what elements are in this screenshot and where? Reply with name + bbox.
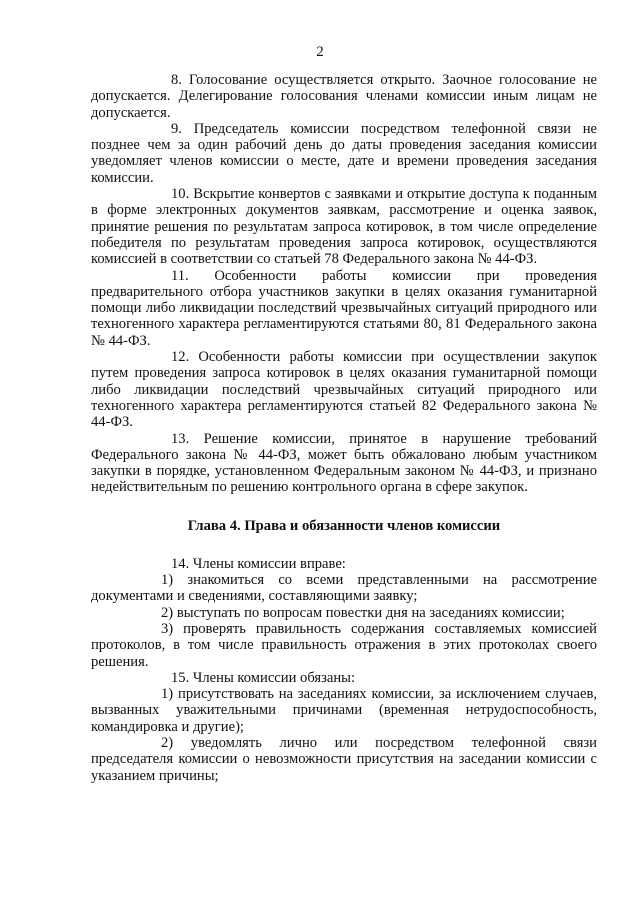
- clause-11: [91, 268, 597, 349]
- clause-15: [91, 670, 597, 686]
- clause-number: 11.: [171, 267, 189, 284]
- item-number: 1): [161, 686, 174, 703]
- duties-item-1: [91, 686, 597, 735]
- item-number: 2): [161, 734, 174, 751]
- clause-8: [91, 72, 597, 121]
- item-number: 1): [161, 572, 174, 589]
- clause-text: Члены комиссии обязаны:: [192, 669, 356, 686]
- item-text: знакомиться со всеми представленными на рассмотрение документами и сведениями, составляющими заявку;: [91, 572, 597, 605]
- item-text: уведомлять лично или посредством телефонной связи председателя комиссии о невозможности присутствия на заседании комиссии с указанием причины;: [91, 734, 597, 784]
- clause-12: [91, 349, 597, 430]
- rights-item-2: [91, 605, 597, 621]
- clause-number: 13.: [171, 430, 190, 447]
- page-number: 2: [316, 44, 324, 60]
- clause-number: 14.: [171, 555, 190, 572]
- item-number: 2): [161, 604, 174, 621]
- clause-10: [91, 186, 597, 267]
- rights-item-3: [91, 621, 597, 670]
- clause-text: Особенности работы комиссии при осуществлении закупок путем проведения запроса котировок в целях оказания гуманитарной помощи либо ликвидации последствий чрезвычайных ситуаций природного или техногенного характера регламентируются статьей 82 Федерального закона № 44-ФЗ.: [91, 349, 597, 431]
- clause-number: 12.: [171, 349, 190, 366]
- clause-number: 10.: [171, 186, 190, 203]
- clause-number: 8.: [171, 72, 182, 88]
- clause-text: Председатель комиссии посредством телефонной связи не позднее чем за один рабочий день до даты проведения заседания комиссии уведомляет членов комиссии о месте, дате и времени проведения заседания комиссии.: [91, 120, 597, 186]
- document-body: [91, 72, 597, 784]
- clause-text: Вскрытие конвертов с заявками и открытие доступа к поданным в форме электронных документов заявкам, рассмотрение и оценка заявок, принятие решения по результатам запроса котировок, в том числе определение победителя по результатам проведения запроса котировок, осуществляются комиссией в соответствии со статьей 78 Федерального закона № 44-ФЗ.: [91, 186, 597, 268]
- chapter-heading: Глава 4. Права и обязанности членов комиссии: [187, 517, 501, 534]
- rights-item-1: [91, 572, 597, 605]
- clause-text: Особенности работы комиссии при проведения предварительного отбора участников закупки в целях оказания гуманитарной помощи либо ликвидации последствий чрезвычайных ситуаций природного или техногенного характера регламентируются статьями 80, 81 Федерального закона № 44-ФЗ.: [91, 267, 597, 349]
- clause-9: [91, 121, 597, 186]
- item-number: 3): [161, 620, 174, 637]
- clause-14: [91, 556, 597, 572]
- clause-13: [91, 431, 597, 496]
- clause-number: 15.: [171, 669, 190, 686]
- item-text: присутствовать на заседаниях комиссии, за исключением случаев, вызванных уважительными причинами (временная нетрудоспособность, командировка и другие);: [91, 686, 597, 735]
- duties-item-2: [91, 735, 597, 784]
- clause-text: Голосование осуществляется открыто. Заочное голосование не допускается. Делегирование голосования членами комиссии иным лицам не допускается.: [91, 72, 597, 121]
- item-text: выступать по вопросам повестки дня на заседаниях комиссии;: [176, 604, 565, 621]
- clause-text: Решение комиссии, принятое в нарушение требований Федерального закона № 44-ФЗ, может быть обжаловано любым участником закупки в порядке, установленном Федеральным законом № 44-ФЗ, и признано недействительным по решению контрольного органа в сфере закупок.: [91, 430, 598, 496]
- item-text: проверять правильность содержания составляемых комиссией протоколов, в том числе правильность отражения в этих протоколах своего решения.: [91, 620, 597, 670]
- clause-text: Члены комиссии вправе:: [192, 555, 346, 572]
- clause-number: 9.: [171, 120, 182, 137]
